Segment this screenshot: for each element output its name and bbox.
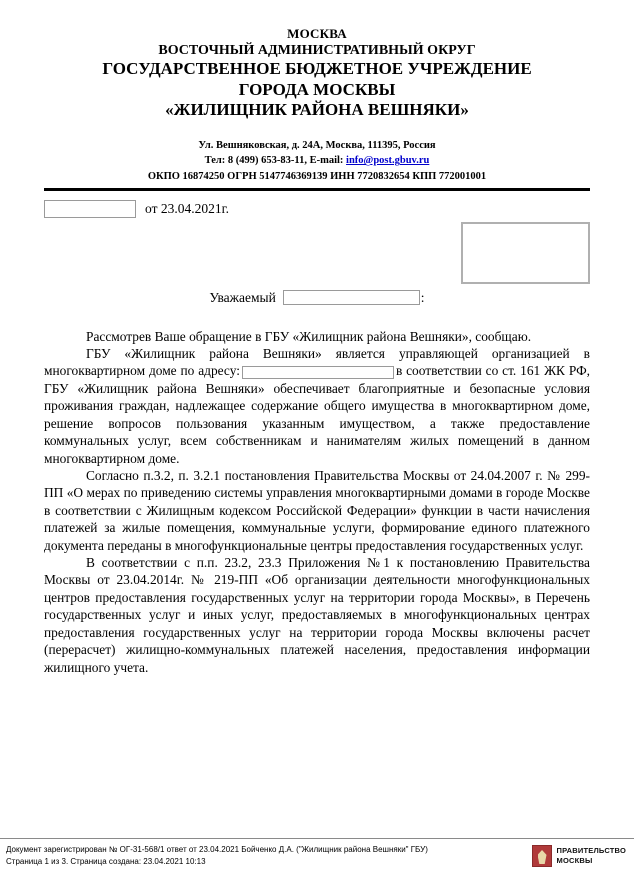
letterhead <box>44 26 590 121</box>
salutation-row <box>44 290 590 306</box>
paragraph-2-after: в соответствии со ст. 161 ЖК РФ, ГБУ «Жилищник района Вешняки» обеспечивает благоприятные и безопасные условия проживания граждан, надлежащее содержание общего имущества в многоквартирном доме, решение вопросов пользования указанным имуществом, а также предоставление коммунальных услуг, всем собственникам и нанимателям жилых помещений в данном многоквартирном доме. <box>44 363 590 466</box>
paragraph-4: В соответствии с п.п. 23.2, 23.3 Приложения №1 к постановлению Правительства Москвы от 23.04.2014г. № 219-ПП «Об организации деятельности многофункциональных центров предоставления государственных услуг на территории города Москвы», в Перечень государственных услуг и иных услуг, предоставляемых в многофункциональных центрах предоставления государственных услуг на территории города Москвы включены расчет (перерасчет) жилищно-коммунальных платежей населения, предоставления информации жилищного учета. <box>44 555 590 675</box>
letterhead-line-city: МОСКВА <box>287 26 347 41</box>
paragraph-2-before: ГБУ «Жилищник района Вешняки» является управляющей организацией в многоквартирном доме по адресу: <box>44 346 590 379</box>
gov-label <box>557 846 626 866</box>
letterhead-line-org: ГОСУДАРСТВЕННОЕ БЮДЖЕТНОЕ УЧРЕЖДЕНИЕ <box>102 58 532 78</box>
org-email-link[interactable]: info@post.gbuv.ru <box>346 155 430 167</box>
footer-registration-info <box>6 844 428 868</box>
org-requisites: ОКПО 16874250 ОГРН 5147746369139 ИНН 7720832654 КПП 772001001 <box>147 170 487 182</box>
salutation-colon: : <box>420 289 425 305</box>
letter-meta-row <box>44 200 590 218</box>
letterhead-line-name: «ЖИЛИЩНИК РАЙОНА ВЕШНЯКИ» <box>165 100 469 120</box>
recipient-block-field[interactable] <box>461 222 590 284</box>
org-address <box>44 138 590 168</box>
org-phone-label: Тел: 8 (499) 653-83-11, E-mail: <box>204 155 347 167</box>
org-address-line: Ул. Вешняковская, д. 24А, Москва, 111395, Россия <box>198 140 436 152</box>
org-contact-line <box>44 153 590 168</box>
letter-date-label: от 23.04.2021г. <box>145 200 229 216</box>
letterhead-line-district: ВОСТОЧНЫЙ АДМИНИСТРАТИВНЫЙ ОКРУГ <box>158 42 476 58</box>
letter-body <box>44 328 590 676</box>
footer-gov-mark <box>532 845 626 867</box>
paragraph-2 <box>44 345 590 467</box>
header-divider <box>44 188 590 191</box>
gov-label-line-1: ПРАВИТЕЛЬСТВО <box>556 845 626 855</box>
letterhead-line-city-of: ГОРОДА МОСКВЫ <box>238 79 396 99</box>
paragraph-3: Согласно п.3.2, п. 3.2.1 постановления Правительства Москвы от 24.04.2007 г. № 299-ПП «О мерах по приведению системы управления многоквартирными домами в городе Москве в соответствии с Жилищным кодексом Российской Федерации» функции в части начисления платежей за жилые помещения, коммунальные услуги, формирование единого платежного документа переданы в многофункциональные центры предоставления государственных услуг. <box>44 467 590 553</box>
gov-label-line-2: МОСКВЫ <box>556 856 593 865</box>
footer-line-1: Документ зарегистрирован № ОГ-31-568/1 ответ от 23.04.2021 Бойченко Д.А. ("Жилищник района Вешняки" ГБУ) <box>6 845 428 854</box>
salutation-label: Уважаемый <box>209 289 276 305</box>
footer-line-2: Страница 1 из 3. Страница создана: 23.04.2021 10:13 <box>6 857 206 866</box>
address-inline-field[interactable] <box>242 366 394 379</box>
page-footer <box>0 838 634 873</box>
letter-number-field[interactable] <box>44 200 136 218</box>
salutation-name-field[interactable] <box>283 290 420 305</box>
moscow-coat-of-arms-icon <box>532 845 552 867</box>
paragraph-1: Рассмотрев Ваше обращение в ГБУ «Жилищник района Вешняки», сообщаю. <box>86 328 532 344</box>
